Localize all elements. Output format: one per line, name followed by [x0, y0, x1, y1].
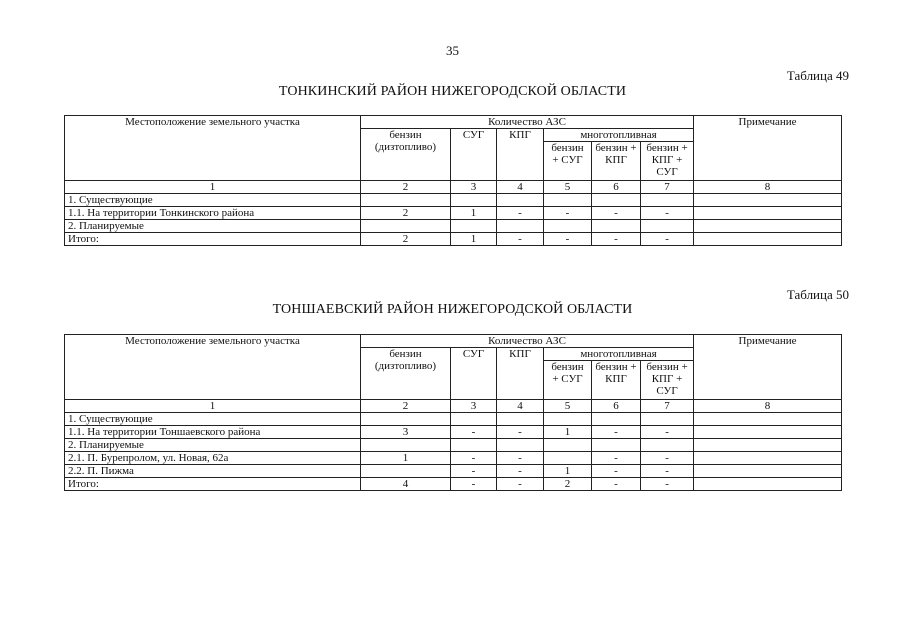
cell-petrol-cng-lpg — [641, 439, 694, 452]
column-number: 6 — [592, 400, 641, 413]
table-row — [65, 220, 842, 233]
column-number: 8 — [694, 181, 842, 194]
cell-lpg — [451, 194, 497, 207]
cell-petrol-cng: - — [592, 452, 641, 465]
cell-lpg — [451, 220, 497, 233]
header-row — [65, 116, 842, 129]
cell-cng — [497, 413, 544, 426]
cell-petrol-cng — [592, 220, 641, 233]
row-location: 2. Планируемые — [65, 220, 361, 233]
cell-cng: - — [497, 478, 544, 491]
cell-note — [694, 220, 842, 233]
cell-petrol-cng: - — [592, 426, 641, 439]
row-location: 2. Планируемые — [65, 439, 361, 452]
cell-cng — [497, 194, 544, 207]
cell-cng: - — [497, 452, 544, 465]
cell-petrol — [361, 413, 451, 426]
header-lpg: СУГ — [451, 348, 497, 400]
cell-petrol-cng — [592, 194, 641, 207]
column-number: 2 — [361, 181, 451, 194]
page-number: 35 — [446, 43, 459, 58]
header-cng: КПГ — [497, 348, 544, 400]
cell-petrol: 2 — [361, 207, 451, 220]
cell-petrol-cng-lpg — [641, 220, 694, 233]
cell-petrol-cng — [592, 413, 641, 426]
header-petrol: бензин (дизтопливо) — [361, 348, 451, 400]
cell-lpg: - — [451, 465, 497, 478]
header-row — [65, 335, 842, 348]
header-note: Примечание — [694, 335, 842, 400]
cell-lpg — [451, 413, 497, 426]
cell-note — [694, 426, 842, 439]
column-number: 4 — [497, 400, 544, 413]
cell-note — [694, 478, 842, 491]
data-table-49 — [64, 115, 842, 246]
header-count: Количество АЗС — [361, 335, 694, 348]
row-location: 2.2. П. Пижма — [65, 465, 361, 478]
column-number: 7 — [641, 181, 694, 194]
table-row — [65, 413, 842, 426]
table-row — [65, 207, 842, 220]
header-lpg: СУГ — [451, 129, 497, 181]
cell-petrol-cng-lpg: - — [641, 478, 694, 491]
header-petrol-cng-lpg: бензин + КПГ + СУГ — [641, 142, 694, 181]
column-number-row — [65, 181, 842, 194]
cell-lpg: - — [451, 478, 497, 491]
header-location: Местоположение земельного участка — [65, 335, 361, 400]
header-cng: КПГ — [497, 129, 544, 181]
cell-lpg: 1 — [451, 207, 497, 220]
table-49-title: ТОНКИНСКИЙ РАЙОН НИЖЕГОРОДСКОЙ ОБЛАСТИ — [278, 84, 627, 99]
cell-note — [694, 207, 842, 220]
cell-petrol-cng: - — [592, 233, 641, 246]
table-row — [65, 426, 842, 439]
cell-petrol-lpg: - — [544, 233, 592, 246]
cell-petrol — [361, 439, 451, 452]
header-location: Местоположение земельного участка — [65, 116, 361, 181]
cell-petrol — [361, 194, 451, 207]
cell-petrol: 3 — [361, 426, 451, 439]
row-location: 1.1. На территории Тонкинского района — [65, 207, 361, 220]
header-petrol: бензин (дизтопливо) — [361, 129, 451, 181]
cell-note — [694, 413, 842, 426]
row-location: 1. Существующие — [65, 194, 361, 207]
cell-petrol-cng — [592, 439, 641, 452]
column-number: 5 — [544, 181, 592, 194]
cell-petrol-lpg: 1 — [544, 465, 592, 478]
cell-petrol-lpg — [544, 413, 592, 426]
table-row — [65, 478, 842, 491]
cell-petrol-lpg — [544, 452, 592, 465]
header-petrol-cng: бензин + КПГ — [592, 142, 641, 181]
column-number: 7 — [641, 400, 694, 413]
cell-note — [694, 233, 842, 246]
cell-petrol-cng: - — [592, 478, 641, 491]
cell-petrol-cng-lpg: - — [641, 452, 694, 465]
header-multifuel: многотопливная — [544, 348, 694, 361]
cell-petrol: 2 — [361, 233, 451, 246]
cell-petrol-lpg: 2 — [544, 478, 592, 491]
row-location: Итого: — [65, 233, 361, 246]
cell-cng: - — [497, 426, 544, 439]
cell-lpg: 1 — [451, 233, 497, 246]
cell-petrol-lpg: - — [544, 207, 592, 220]
cell-cng — [497, 220, 544, 233]
cell-petrol-cng: - — [592, 207, 641, 220]
cell-petrol-cng-lpg — [641, 194, 694, 207]
table-row — [65, 194, 842, 207]
table-row — [65, 439, 842, 452]
column-number-row — [65, 400, 842, 413]
cell-note — [694, 452, 842, 465]
table-row — [65, 452, 842, 465]
column-number: 8 — [694, 400, 842, 413]
table-50-label: Таблица 50 — [786, 287, 849, 302]
table-50-title: ТОНШАЕВСКИЙ РАЙОН НИЖЕГОРОДСКОЙ ОБЛАСТИ — [272, 302, 633, 317]
cell-petrol-lpg — [544, 194, 592, 207]
row-location: Итого: — [65, 478, 361, 491]
header-petrol-lpg: бензин + СУГ — [544, 142, 592, 181]
cell-petrol-cng: - — [592, 465, 641, 478]
table-row — [65, 233, 842, 246]
cell-petrol-cng-lpg: - — [641, 465, 694, 478]
table-row — [65, 465, 842, 478]
column-number: 6 — [592, 181, 641, 194]
cell-note — [694, 194, 842, 207]
header-multifuel: многотопливная — [544, 129, 694, 142]
row-location: 1. Существующие — [65, 413, 361, 426]
header-note: Примечание — [694, 116, 842, 181]
cell-lpg — [451, 439, 497, 452]
column-number: 4 — [497, 181, 544, 194]
header-petrol-cng-lpg: бензин + КПГ + СУГ — [641, 361, 694, 400]
cell-petrol: 1 — [361, 452, 451, 465]
cell-petrol-cng-lpg: - — [641, 233, 694, 246]
cell-cng: - — [497, 465, 544, 478]
table-49-label: Таблица 49 — [786, 68, 849, 83]
row-location: 1.1. На территории Тоншаевского района — [65, 426, 361, 439]
cell-petrol-cng-lpg: - — [641, 426, 694, 439]
column-number: 2 — [361, 400, 451, 413]
data-table-50 — [64, 334, 842, 491]
cell-petrol-cng-lpg: - — [641, 207, 694, 220]
cell-lpg: - — [451, 426, 497, 439]
column-number: 3 — [451, 181, 497, 194]
cell-note — [694, 439, 842, 452]
cell-petrol: 4 — [361, 478, 451, 491]
cell-cng: - — [497, 207, 544, 220]
header-petrol-lpg: бензин + СУГ — [544, 361, 592, 400]
cell-petrol-lpg — [544, 220, 592, 233]
column-number: 3 — [451, 400, 497, 413]
cell-petrol-lpg — [544, 439, 592, 452]
cell-petrol — [361, 465, 451, 478]
row-location: 2.1. П. Бурепролом, ул. Новая, 62а — [65, 452, 361, 465]
cell-petrol-lpg: 1 — [544, 426, 592, 439]
cell-note — [694, 465, 842, 478]
header-petrol-cng: бензин + КПГ — [592, 361, 641, 400]
header-count: Количество АЗС — [361, 116, 694, 129]
cell-petrol-cng-lpg — [641, 413, 694, 426]
cell-petrol — [361, 220, 451, 233]
cell-cng — [497, 439, 544, 452]
cell-cng: - — [497, 233, 544, 246]
column-number: 5 — [544, 400, 592, 413]
column-number: 1 — [65, 181, 361, 194]
cell-lpg: - — [451, 452, 497, 465]
column-number: 1 — [65, 400, 361, 413]
